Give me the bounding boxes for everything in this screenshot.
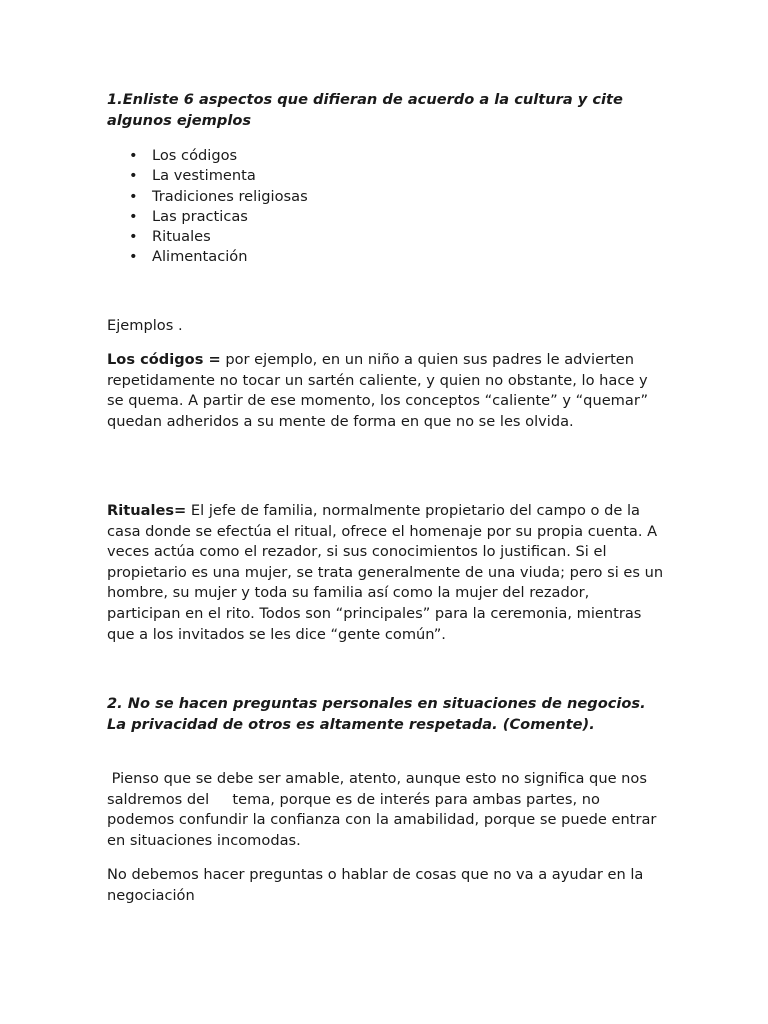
bullet-icon: • xyxy=(129,147,138,164)
list-item: • Las practicas xyxy=(107,207,308,227)
rituales-label: Rituales= xyxy=(107,502,187,519)
examples-label: Ejemplos . xyxy=(107,317,183,334)
codigos-label: Los códigos = xyxy=(107,351,221,368)
bullet-icon: • xyxy=(129,207,138,225)
list-item: • La vestimenta xyxy=(107,166,308,186)
question-2-paragraph-1: Pienso que se debe ser amable, atento, aunque esto no significa que nos saldremos del tema, porque es de interés para ambas partes, no podemos confundir la confianza con la amabilidad, porque se puede entrar en situaciones incomodas. xyxy=(107,770,662,849)
question-1-heading: 1.Enliste 6 aspectos que difieran de acuerdo a la cultura y cite algunos ejemplos xyxy=(107,91,623,129)
bullet-icon: • xyxy=(129,167,138,185)
codigos-paragraph xyxy=(107,350,667,432)
rituales-text: El jefe de familia, normalmente propietario del campo o de la casa donde se efectúa el ritual, ofrece el homenaje por su propia cuenta. A veces actúa como el rezador, si sus conocimientos lo justifican. Si el propietario es una mujer, se trata generalmente de una viuda; pero si es un hombre, su mujer y toda su familia así como la mujer del rezador, participan en el rito. Todos son “principales” para la ceremonia, mientras que a los invitados se les dice “gente común”. xyxy=(107,502,664,643)
aspects-list xyxy=(107,146,308,268)
list-item: • Rituales xyxy=(107,227,308,247)
question-2-heading: 2. No se hacen preguntas personales en situaciones de negocios. La privacidad de otros es altamente respetada. (Comente). xyxy=(107,695,646,733)
question-2-paragraph-2: No debemos hacer preguntas o hablar de cosas que no va a ayudar en la negociación xyxy=(107,866,644,904)
rituales-paragraph xyxy=(107,501,667,645)
list-item: • Tradiciones religiosas xyxy=(107,187,308,207)
list-item: • Los códigos xyxy=(107,146,308,166)
list-item: • Alimentación xyxy=(107,247,308,267)
bullet-icon: • xyxy=(129,187,138,205)
bullet-icon: • xyxy=(129,228,138,246)
bullet-icon: • xyxy=(129,248,138,266)
codigos-text: por ejemplo, en un niño a quien sus padres le advierten repetidamente no tocar un sartén caliente, y quien no obstante, lo hace y se quema. A partir de ese momento, los conceptos “caliente” y “quemar” quedan adheridos a su mente de forma en que no se les olvida. xyxy=(107,351,649,430)
